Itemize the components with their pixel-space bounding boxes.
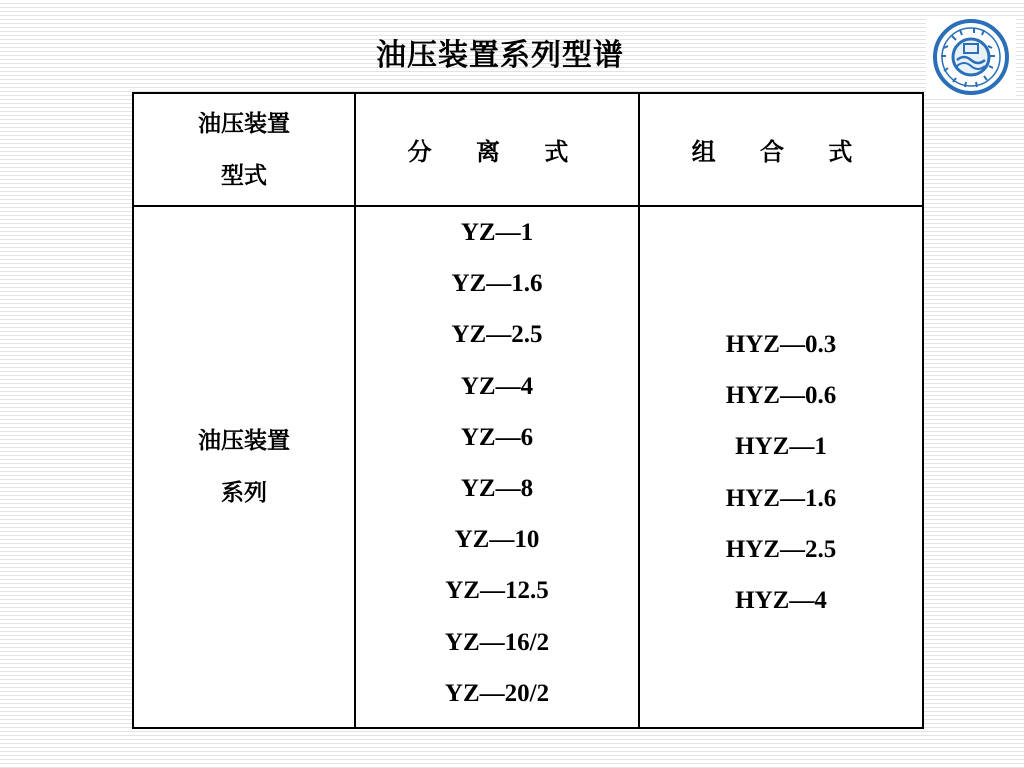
header-combined-cell (639, 93, 923, 206)
separate-model-item: YZ—1 (460, 219, 534, 246)
separate-model-item: YZ—6 (460, 423, 534, 451)
header-separate-type: 分 离 式 (407, 138, 587, 166)
separate-model-item: YZ—20/2 (444, 679, 550, 707)
combined-model-item: HYZ—2.5 (725, 535, 837, 563)
combined-model-item: HYZ—0.3 (725, 331, 837, 358)
separate-model-item: YZ—10 (454, 526, 540, 554)
slide-title: 油压装置系列型谱 (376, 38, 624, 73)
hydraulic-unit-series-table (132, 92, 924, 729)
combined-models-cell (639, 206, 923, 728)
separate-model-item: YZ—12.5 (445, 577, 549, 605)
header-row-label-cell (133, 93, 355, 206)
header-row-label-line1: 油压装置 (198, 110, 290, 137)
body-row-label-line2: 系列 (221, 480, 267, 506)
body-row-label (134, 415, 354, 519)
combined-model-item: HYZ—1.6 (725, 484, 837, 512)
table-body-row (133, 206, 923, 728)
separate-model-list (356, 207, 638, 719)
combined-model-item: HYZ—1 (735, 433, 827, 461)
separate-model-item: YZ—1.6 (451, 270, 543, 298)
separate-model-item: YZ—2.5 (451, 321, 543, 349)
combined-model-item: HYZ—4 (735, 587, 827, 615)
combined-model-list (640, 319, 922, 626)
header-row-label-line2: 型式 (221, 162, 267, 189)
separate-model-item: YZ—8 (460, 475, 534, 503)
separate-model-item: YZ—4 (460, 372, 534, 400)
separate-model-item: YZ—16/2 (444, 628, 550, 656)
body-row-label-line1: 油压装置 (198, 428, 290, 454)
combined-model-item: HYZ—0.6 (725, 382, 837, 410)
header-separate-cell (355, 93, 639, 206)
header-combined-type: 组 合 式 (691, 138, 871, 166)
hohai-emblem-icon (926, 16, 1016, 98)
table-header-row (133, 93, 923, 206)
university-logo (926, 16, 1016, 98)
header-row-label (134, 98, 354, 202)
body-row-label-cell (133, 206, 355, 728)
separate-models-cell (355, 206, 639, 728)
